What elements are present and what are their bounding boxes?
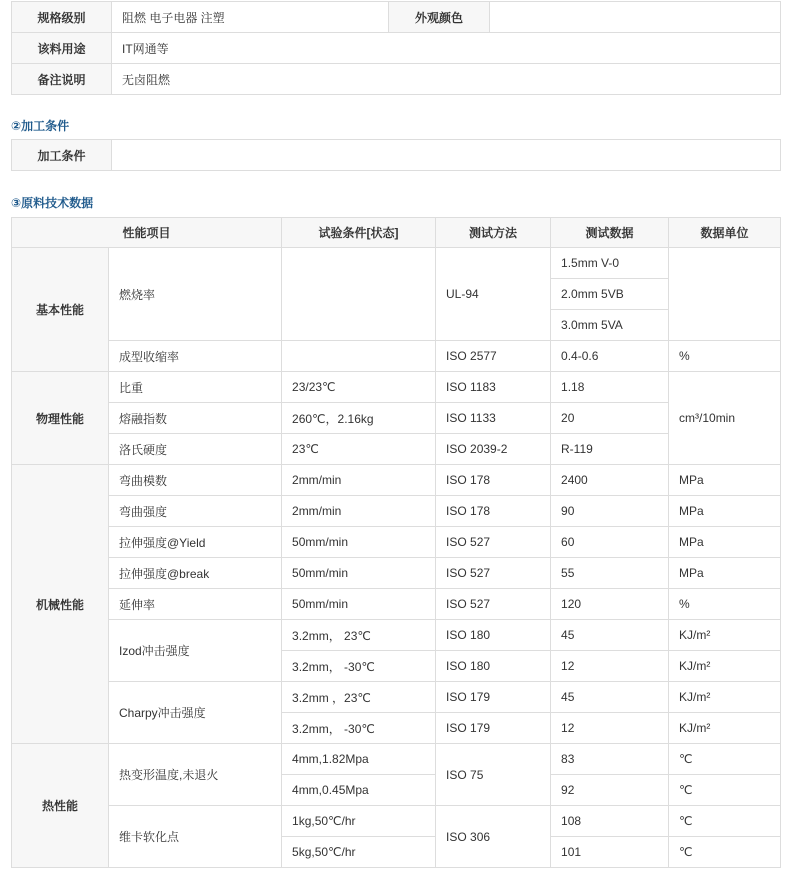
property-name: 拉伸强度@Yield (109, 527, 282, 558)
test-method: ISO 179 (436, 713, 551, 744)
test-condition: 3.2mm， -30℃ (282, 651, 436, 682)
test-condition: 50mm/min (282, 558, 436, 589)
test-value: 2400 (551, 465, 669, 496)
table-row (12, 620, 781, 651)
test-method: ISO 178 (436, 496, 551, 527)
test-method: ISO 179 (436, 682, 551, 713)
processing-label: 加工条件 (12, 140, 112, 171)
header-property: 性能项目 (12, 218, 282, 248)
test-value: 12 (551, 713, 669, 744)
header-condition: 试验条件[状态] (282, 218, 436, 248)
test-method: ISO 180 (436, 620, 551, 651)
category-physical: 物理性能 (12, 372, 109, 465)
spec-table (11, 1, 781, 95)
test-method: ISO 180 (436, 651, 551, 682)
test-unit: KJ/m² (669, 620, 781, 651)
category-thermal: 热性能 (12, 744, 109, 868)
tech-data-table (11, 217, 781, 868)
test-unit: MPa (669, 527, 781, 558)
property-name: Izod冲击强度 (109, 620, 282, 682)
test-method: ISO 1183 (436, 372, 551, 403)
header-value: 测试数据 (551, 218, 669, 248)
property-name: 成型收缩率 (109, 341, 282, 372)
test-unit: MPa (669, 465, 781, 496)
test-condition: 23/23℃ (282, 372, 436, 403)
test-condition: 23℃ (282, 434, 436, 465)
test-value: 92 (551, 775, 669, 806)
table-row (12, 558, 781, 589)
header-method: 测试方法 (436, 218, 551, 248)
test-method: ISO 2577 (436, 341, 551, 372)
test-unit: ℃ (669, 744, 781, 775)
test-unit: KJ/m² (669, 651, 781, 682)
table-row (12, 527, 781, 558)
test-method: UL-94 (436, 248, 551, 341)
test-value: 101 (551, 837, 669, 868)
test-value: 90 (551, 496, 669, 527)
test-unit: MPa (669, 496, 781, 527)
test-condition: 50mm/min (282, 589, 436, 620)
spec-row-grade (12, 2, 781, 33)
test-method: ISO 2039-2 (436, 434, 551, 465)
table-row (12, 496, 781, 527)
usage-value: IT网通等 (112, 33, 781, 64)
test-value: 120 (551, 589, 669, 620)
test-method: ISO 1133 (436, 403, 551, 434)
test-condition: 3.2mm ，23℃ (282, 682, 436, 713)
table-row (12, 341, 781, 372)
test-unit: cm³/10min (669, 372, 781, 465)
property-name: 维卡软化点 (109, 806, 282, 868)
notes-value: 无卤阻燃 (112, 64, 781, 95)
processing-section-title: ②加工条件 (11, 119, 70, 133)
tech-section-title: ③原料技术数据 (11, 196, 94, 210)
table-row (12, 682, 781, 713)
test-method: ISO 178 (436, 465, 551, 496)
test-value: 83 (551, 744, 669, 775)
property-name: 弯曲模数 (109, 465, 282, 496)
table-row (12, 434, 781, 465)
spec-row-notes (12, 64, 781, 95)
notes-label: 备注说明 (12, 64, 112, 95)
property-name: Charpy冲击强度 (109, 682, 282, 744)
test-condition: 1kg,50℃/hr (282, 806, 436, 837)
test-condition (282, 341, 436, 372)
category-basic: 基本性能 (12, 248, 109, 372)
test-condition: 3.2mm， 23℃ (282, 620, 436, 651)
test-value: 20 (551, 403, 669, 434)
table-row (12, 744, 781, 775)
test-unit: ℃ (669, 775, 781, 806)
property-name: 弯曲强度 (109, 496, 282, 527)
table-header-row (12, 218, 781, 248)
table-row (12, 372, 781, 403)
test-value: 45 (551, 682, 669, 713)
grade-label: 规格级别 (12, 2, 112, 33)
color-label: 外观颜色 (389, 2, 490, 33)
grade-value: 阻燃 电子电器 注塑 (112, 2, 389, 33)
test-condition: 2mm/min (282, 465, 436, 496)
test-condition: 50mm/min (282, 527, 436, 558)
test-value: 45 (551, 620, 669, 651)
test-value: 108 (551, 806, 669, 837)
test-condition: 5kg,50℃/hr (282, 837, 436, 868)
test-unit: ℃ (669, 837, 781, 868)
test-unit: MPa (669, 558, 781, 589)
table-row (12, 806, 781, 837)
table-row (12, 465, 781, 496)
test-value: 55 (551, 558, 669, 589)
test-value: 60 (551, 527, 669, 558)
color-value (490, 2, 781, 33)
processing-table (11, 139, 781, 171)
test-unit: KJ/m² (669, 682, 781, 713)
property-name: 拉伸强度@break (109, 558, 282, 589)
test-unit (669, 248, 781, 341)
test-unit: ℃ (669, 806, 781, 837)
property-name: 燃烧率 (109, 248, 282, 341)
test-condition: 4mm,0.45Mpa (282, 775, 436, 806)
table-row (12, 403, 781, 434)
processing-row (12, 140, 781, 171)
test-value: 12 (551, 651, 669, 682)
category-mechanical: 机械性能 (12, 465, 109, 744)
test-method: ISO 75 (436, 744, 551, 806)
header-unit: 数据单位 (669, 218, 781, 248)
test-unit: KJ/m² (669, 713, 781, 744)
test-value: 3.0mm 5VA (551, 310, 669, 341)
test-value: 1.5mm V-0 (551, 248, 669, 279)
test-condition (282, 248, 436, 341)
test-value: 2.0mm 5VB (551, 279, 669, 310)
table-row (12, 248, 781, 279)
test-unit: % (669, 589, 781, 620)
property-name: 延伸率 (109, 589, 282, 620)
test-condition: 4mm,1.82Mpa (282, 744, 436, 775)
property-name: 比重 (109, 372, 282, 403)
test-method: ISO 527 (436, 589, 551, 620)
test-unit: % (669, 341, 781, 372)
test-condition: 260℃，2.16kg (282, 403, 436, 434)
property-name: 洛氏硬度 (109, 434, 282, 465)
test-value: R-119 (551, 434, 669, 465)
test-condition: 2mm/min (282, 496, 436, 527)
usage-label: 该料用途 (12, 33, 112, 64)
test-method: ISO 527 (436, 527, 551, 558)
table-row (12, 589, 781, 620)
test-method: ISO 527 (436, 558, 551, 589)
processing-value (112, 140, 781, 171)
test-condition: 3.2mm， -30℃ (282, 713, 436, 744)
spec-row-usage (12, 33, 781, 64)
property-name: 熔融指数 (109, 403, 282, 434)
test-method: ISO 306 (436, 806, 551, 868)
test-value: 0.4-0.6 (551, 341, 669, 372)
test-value: 1.18 (551, 372, 669, 403)
property-name: 热变形温度,未退火 (109, 744, 282, 806)
